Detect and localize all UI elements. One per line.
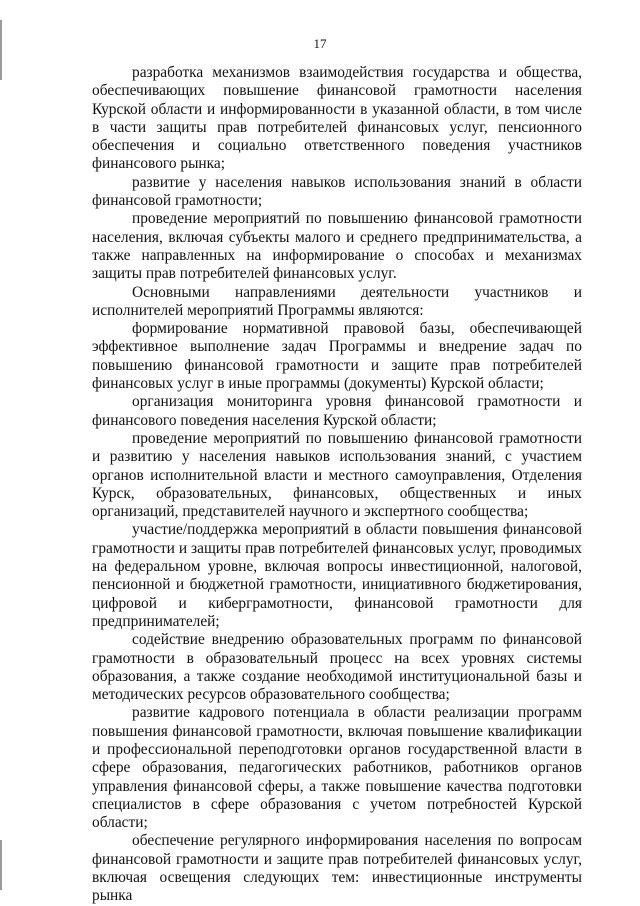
page-number: 17: [313, 36, 327, 51]
scan-edge-mark-bottom: [0, 840, 2, 890]
paragraph-11: обеспечение регулярного информирования населения по вопросам финансовой грамотности и защите прав потребителей финансовых услуг, включая освещения следующих тем: инвестиционные инструменты рынка: [92, 832, 582, 905]
paragraph-4: Основными направлениями деятельности участников и исполнителей мероприятий Программы являются:: [92, 283, 582, 319]
document-body: [92, 64, 582, 906]
paragraph-3: проведение мероприятий по повышению финансовой грамотности населения, включая субъекты малого и среднего предпринимательства, а также направленных на информирование о способах и механизмах защиты прав потребителей финансовых услуг.: [92, 210, 582, 283]
paragraph-1: разработка механизмов взаимодействия государства и общества, обеспечивающих повышение финансовой грамотности населения Курской области и информированности в указанной области, в том числе в части защиты прав потребителей финансовых услуг, пенсионного обеспечения и социально ответственного поведения участников финансового рынка;: [92, 64, 582, 173]
paragraph-10: развитие кадрового потенциала в области реализации программ повышения финансовой грамотности, включая повышение квалификации и профессиональной переподготовки органов государственной власти в сфере образования, педагогических работников, работников органов управления финансовой сферы, а также повышение качества подготовки специалистов в сфере образования с учетом потребностей Курской области;: [92, 704, 582, 832]
paragraph-5: формирование нормативной правовой базы, обеспечивающей эффективное выполнение задач Программы и внедрение задач по повышению финансовой грамотности и защите прав потребителей финансовых услуг в иные программы (документы) Курской области;: [92, 320, 582, 393]
paragraph-9: содействие внедрению образовательных программ по финансовой грамотности в образовательный процесс на всех уровнях системы образования, а также создание необходимой институциональной базы и методических ресурсов образовательного сообщества;: [92, 631, 582, 704]
paragraph-6: организация мониторинга уровня финансовой грамотности и финансового поведения населения Курской области;: [92, 393, 582, 429]
paragraph-7: проведение мероприятий по повышению финансовой грамотности и развитию у населения навыков использования знаний, с участием органов исполнительной власти и местного самоуправления, Отделения Курск, образовательных, финансовых, общественных и иных организаций, представителей научного и экспертного сообщества;: [92, 429, 582, 521]
paragraph-8: участие/поддержка мероприятий в области повышения финансовой грамотности и защиты прав потребителей финансовых услуг, проводимых на федеральном уровне, включая вопросы инвестиционной, налоговой, пенсионной и бюджетной грамотности, инициативного бюджетирования, цифровой и киберграмотности, финансовой грамотности для предпринимателей;: [92, 521, 582, 630]
paragraph-2: развитие у населения навыков использования знаний в области финансовой грамотности;: [92, 173, 582, 210]
